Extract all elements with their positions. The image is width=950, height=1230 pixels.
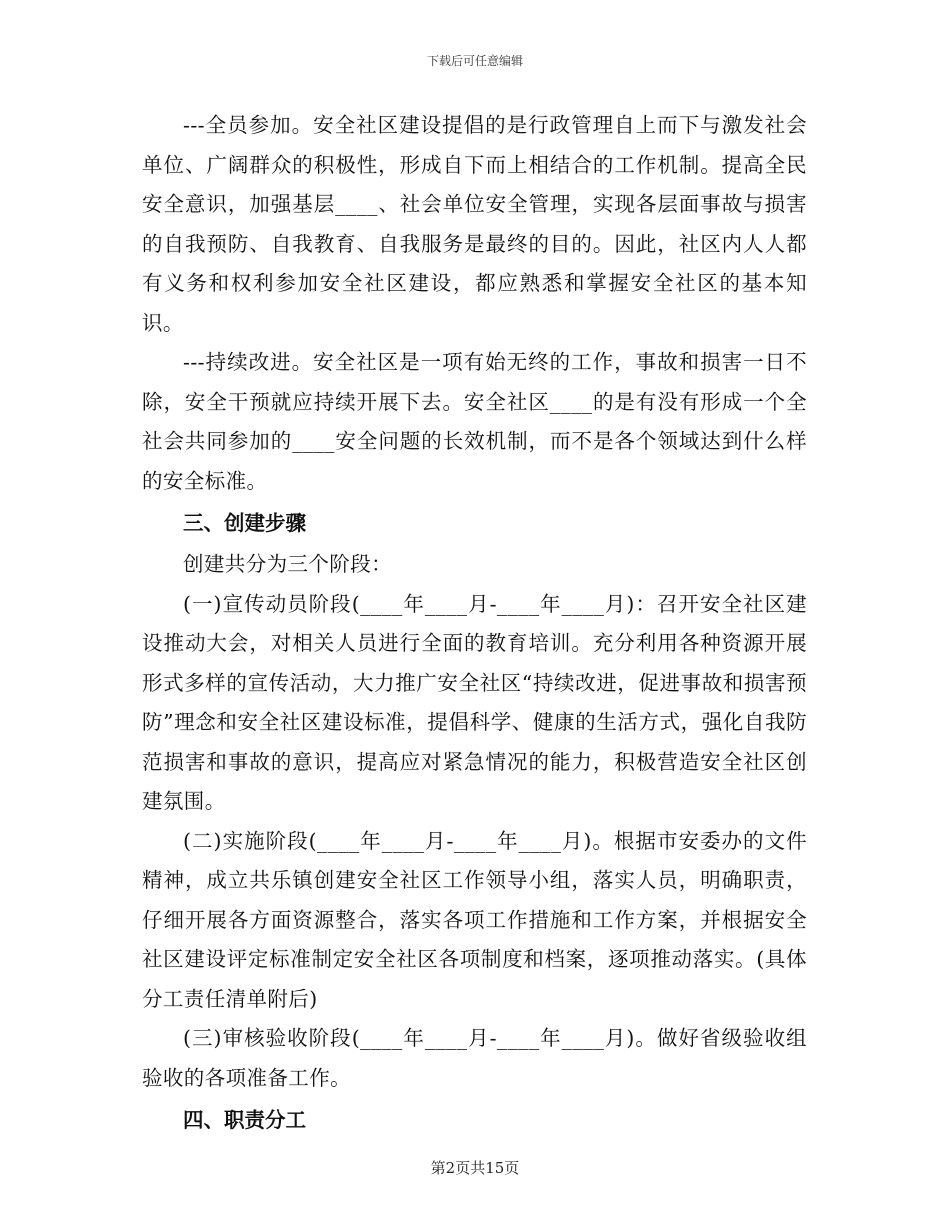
document-body — [142, 106, 807, 1142]
section-heading-creation-steps: 三、创建步骤 — [183, 511, 306, 535]
page-header-note: 下载后可任意编辑 — [426, 54, 523, 68]
paragraph-full-participation: ---全员参加。安全社区建设提倡的是行政管理自上而下与激发社会单位、广阔群众的积极性，形成自下而上相结合的工作机制。提高全民安全意识，加强基层____、社会单位安全管理，实现各层面事故与损害的自我预防、自我教育、自我服务是最终的目的。因此，社区内人人都有义务和权利参加安全社区建设，都应熟悉和掌握安全社区的基本知识。 — [142, 113, 807, 335]
paragraph-stage-one: (一)宣传动员阶段(____年____月-____年____月)：召开安全社区建设推动大会，对相关人员进行全面的教育培训。充分利用各种资源开展形式多样的宣传活动，大力推广安全社区“持续改进，促进事故和损害预防”理念和安全社区建设标准，提倡科学、健康的生活方式，强化自我防范损害和事故的意识，提高应对紧急情况的能力，积极营造安全社区创建氛围。 — [142, 591, 807, 813]
page-number: 第2页共15页 — [430, 1159, 520, 1177]
paragraph-three-stages: 创建共分为三个阶段： — [183, 552, 392, 576]
paragraph-stage-three: (三)审核验收阶段(____年____月-____年____月)。做好省级验收组验收的各项准备工作。 — [142, 1026, 807, 1090]
paragraph-stage-two: (二)实施阶段(____年____月-____年____月)。根据市安委办的文件精神，成立共乐镇创建安全社区工作领导小组，落实人员，明确职责，仔细开展各方面资源整合，落实各项工作措施和工作方案，并根据安全社区建设评定标准制定安全社区各项制度和档案，逐项推动落实。(具体分工责任清单附后) — [142, 828, 807, 1011]
paragraph-continuous-improvement: ---持续改进。安全社区是一项有始无终的工作，事故和损害一日不除，安全干预就应持续开展下去。安全社区____的是有没有形成一个全社会共同参加的____安全问题的长效机制，而不是各个领域达到什么样的安全标准。 — [142, 350, 807, 493]
section-heading-responsibilities: 四、职责分工 — [183, 1108, 306, 1132]
